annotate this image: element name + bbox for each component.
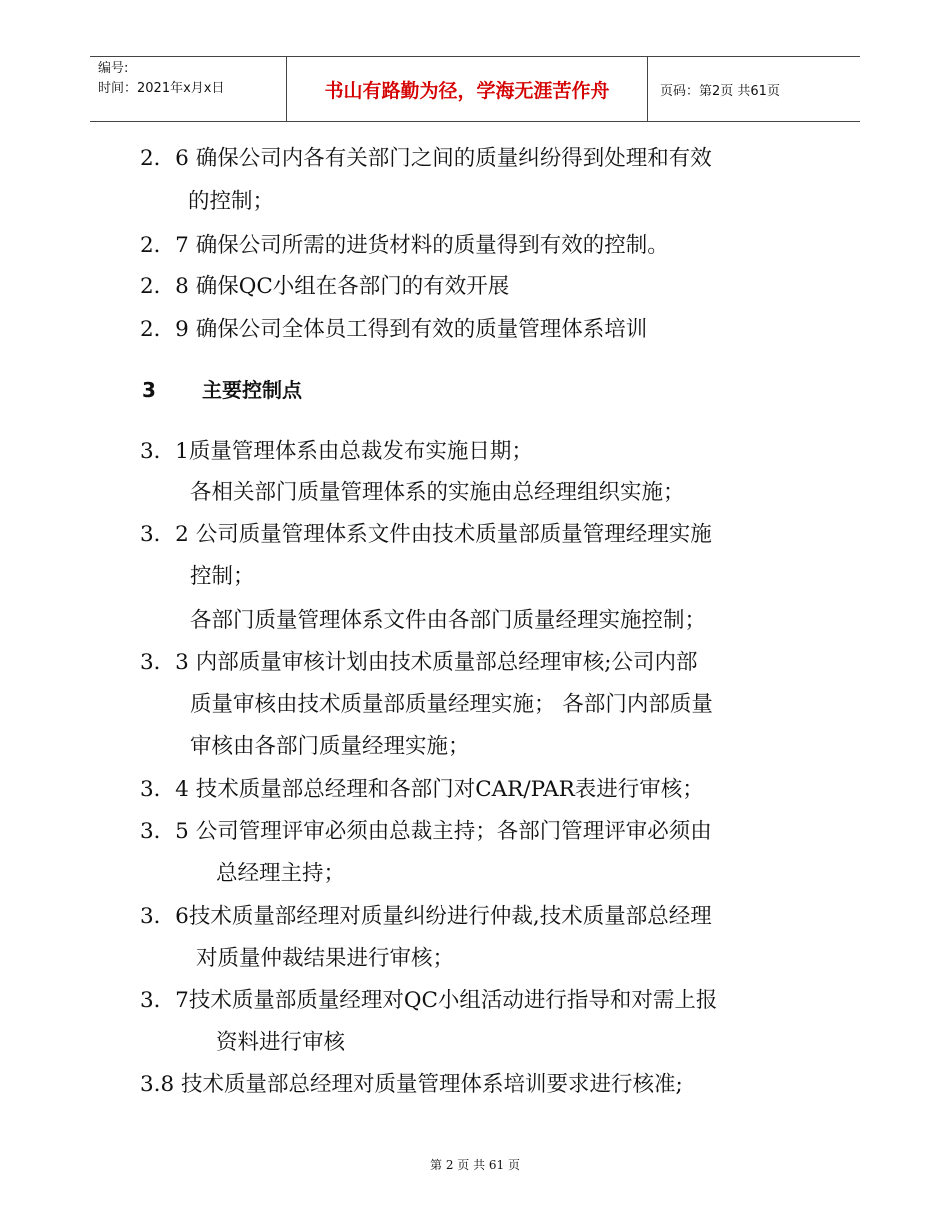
clause-3-8: 3.8 技术质量部总经理对质量管理体系培训要求进行核准; (140, 1072, 683, 1097)
clause-3-2: 3．2 公司质量管理体系文件由技术质量部质量管理经理实施 (140, 522, 712, 547)
clause-3-7-cont: 资料进行审核 (216, 1030, 346, 1055)
clause-3-7: 3．7技术质量部质量经理对QC小组活动进行指导和对需上报 (140, 988, 718, 1013)
clause-3-3-cont: 质量审核由技术质量部质量经理实施； 各部门内部质量 (190, 692, 713, 717)
clause-3-6: 3．6技术质量部经理对质量纠纷进行仲裁,技术质量部总经理 (140, 904, 712, 929)
clause-3-1: 3．1质量管理体系由总裁发布实施日期； (140, 439, 533, 464)
clause-2-6-cont: 的控制； (188, 189, 275, 214)
clause-3-3-cont2: 审核由各部门质量经理实施； (190, 734, 470, 759)
clause-3-3: 3．3 内部质量审核计划由技术质量部总经理审核;公司内部 (140, 650, 698, 675)
clause-3-2-cont2: 各部门质量管理体系文件由各部门质量经理实施控制； (190, 608, 707, 633)
number-label: 编号: (98, 61, 129, 76)
section-title: 主要控制点 (202, 378, 302, 402)
clause-3-1-cont: 各相关部门质量管理体系的实施由总经理组织实施； (190, 480, 685, 505)
clause-3-5: 3．5 公司管理评审必须由总裁主持；各部门管理评审必须由 (140, 819, 712, 844)
clause-3-5-cont: 总经理主持； (216, 861, 346, 886)
clause-2-8: 2．8 确保QC小组在各部门的有效开展 (140, 274, 510, 299)
clause-3-2-cont: 控制； (190, 564, 255, 589)
clause-3-4: 3．4 技术质量部总经理和各部门对CAR/PAR表进行审核； (140, 777, 704, 802)
clause-2-7: 2．7 确保公司所需的进货材料的质量得到有效的控制。 (140, 233, 669, 258)
header-motto: 书山有路勤为径，学海无涯苦作舟 (286, 57, 648, 121)
clause-2-9: 2．9 确保公司全体员工得到有效的质量管理体系培训 (140, 317, 648, 342)
page-header (90, 56, 860, 122)
time-label: 时间：2021年x月x日 (98, 81, 225, 96)
section-number: 3 (142, 378, 156, 402)
header-meta (90, 57, 286, 121)
page-footer: 第 2 页 共 61 页 (430, 1158, 520, 1172)
header-page-code: 页码：第2页 共61页 (660, 83, 780, 99)
clause-3-6-cont: 对质量仲裁结果进行审核； (196, 946, 455, 971)
clause-2-6: 2．6 确保公司内各有关部门之间的质量纠纷得到处理和有效 (140, 146, 712, 171)
